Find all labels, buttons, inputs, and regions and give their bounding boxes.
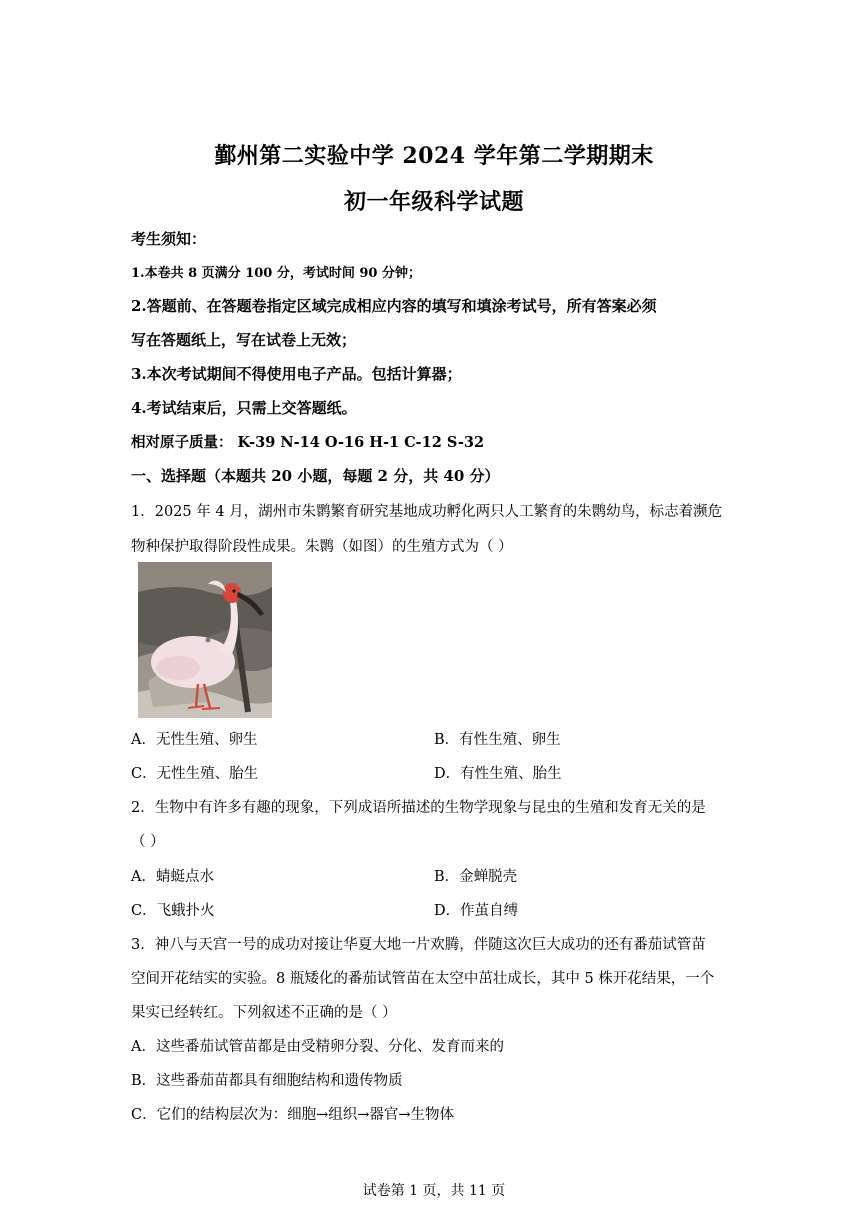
q1-stem-line1: 1．2025 年 4 月，湖州市朱鹮繁育研究基地成功孵化两只人工繁育的朱鹮幼鸟，标志着濒危	[131, 504, 723, 520]
q2-option-a: A．蜻蜓点水	[131, 869, 214, 885]
notice-item-4: 4.考试结束后，只需上交答题纸。	[131, 399, 357, 417]
q3-option-b: B．这些番茄苗都具有细胞结构和遗传物质	[131, 1073, 403, 1089]
q1-option-d: D．有性生殖、胎生	[434, 766, 562, 782]
q2-stem-line2: （ ）	[131, 834, 165, 850]
notice-item-3: 3.本次考试期间不得使用电子产品。包括计算器；	[131, 365, 462, 383]
q2-stem-line1: 2．生物中有许多有趣的现象，下列成语所描述的生物学现象与昆虫的生殖和发育无关的是	[131, 800, 706, 816]
section-heading: 一、选择题（本题共 20 小题，每题 2 分，共 40 分）	[131, 467, 500, 485]
notice-item-1: 1.本卷共 8 页满分 100 分，考试时间 90 分钟；	[131, 266, 421, 281]
q3-option-c: C．它们的结构层次为：细胞→组织→器官→生物体	[131, 1107, 455, 1123]
q2-option-d: D．作茧自缚	[434, 903, 519, 919]
atomic-mass-text: 相对原子质量： K-39 N-14 O-16 H-1 C-12 S-32	[131, 434, 485, 451]
crested-ibis-photo	[138, 562, 272, 718]
q2-option-b: B．金蝉脱壳	[434, 869, 518, 885]
notice-item-2b: 写在答题纸上，写在试卷上无效；	[131, 331, 357, 349]
q2-option-c: C．飞蛾扑火	[131, 903, 215, 919]
q3-stem-line1: 3．神八与天宫一号的成功对接让华夏大地一片欢腾，伴随这次巨大成功的还有番茄试管苗	[131, 937, 706, 953]
q1-stem-line2: 物种保护取得阶段性成果。朱鹮（如图）的生殖方式为（ ）	[131, 539, 513, 555]
q1-option-c: C．无性生殖、胎生	[131, 766, 259, 782]
exam-title-line1: 鄞州第二实验中学 2024 学年第二学期期末	[214, 143, 654, 169]
notice-item-2a: 2.答题前、在答题卷指定区域完成相应内容的填写和填涂考试号，所有答案必须	[131, 297, 657, 315]
q3-option-a: A．这些番茄试管苗都是由受精卵分裂、分化、发育而来的	[131, 1039, 504, 1055]
page-footer: 试卷第 1 页，共 11 页	[362, 1183, 506, 1199]
atomic-mass-line	[131, 431, 484, 452]
q1-option-b: B．有性生殖、卵生	[434, 732, 561, 748]
q1-option-a: A．无性生殖、卵生	[131, 732, 258, 748]
notice-heading: 考生须知：	[131, 230, 207, 248]
q3-stem-line2: 空间开花结实的实验。8 瓶矮化的番茄试管苗在太空中茁壮成长，其中 5 株开花结果，一个	[131, 971, 715, 987]
q3-stem-line3: 果实已经转红。下列叙述不正确的是（ ）	[131, 1005, 397, 1021]
exam-title-line2: 初一年级科学试题	[343, 189, 524, 215]
